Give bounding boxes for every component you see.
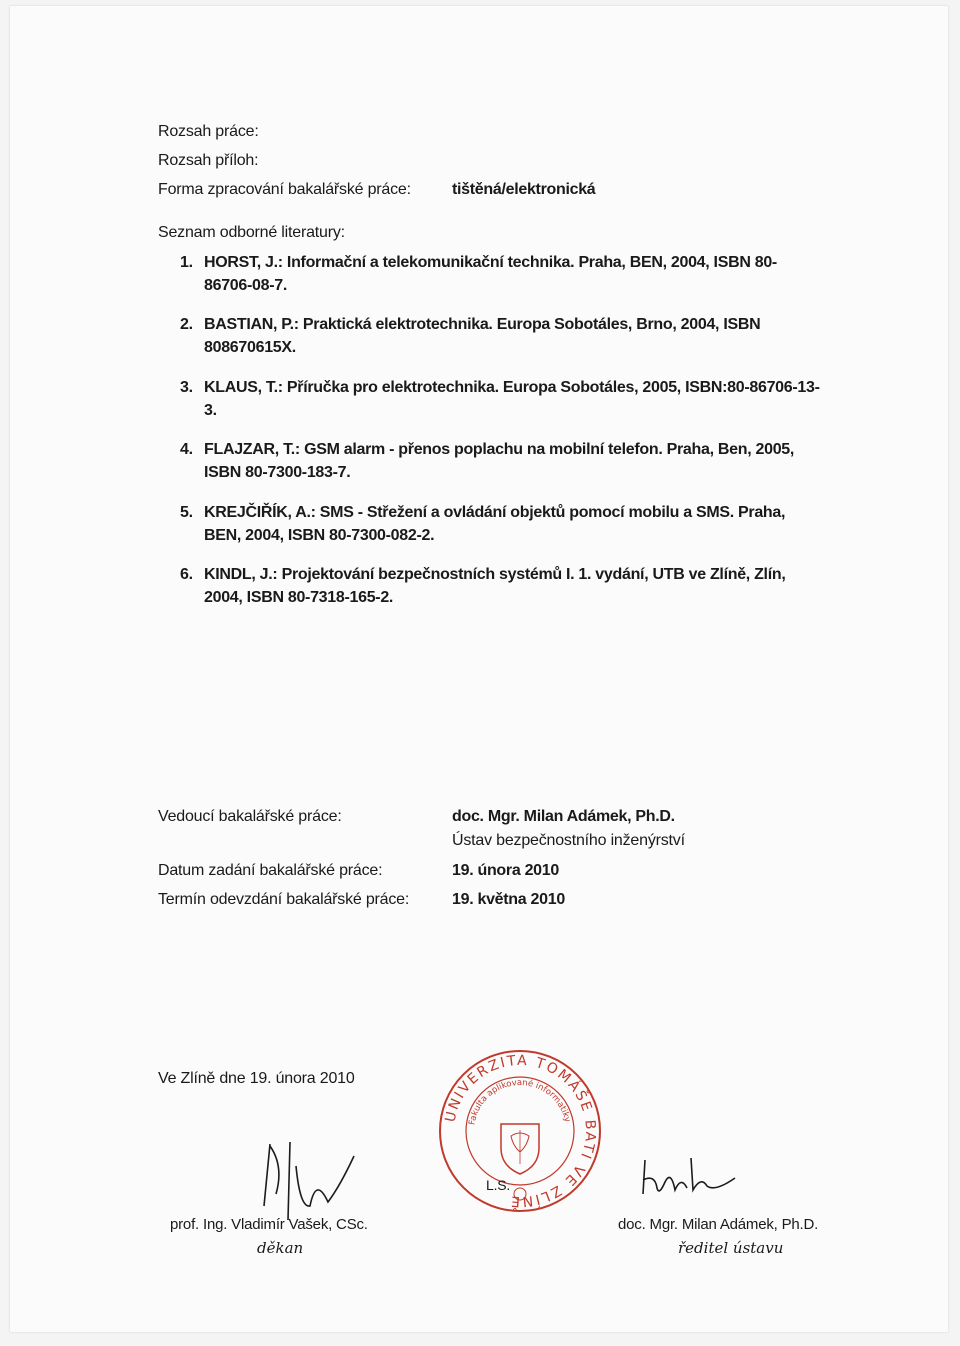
forma-label: Forma zpracování bakalářské práce: [158, 181, 411, 198]
document-page [10, 6, 948, 1332]
dean-signature [250, 1136, 370, 1226]
literature-item-number: 1. [180, 254, 193, 271]
supervisor-institute: Ústav bezpečnostního inženýrství [452, 832, 685, 849]
literature-item-number: 5. [180, 504, 193, 521]
head-role: ředitel ústavu [678, 1239, 784, 1257]
forma-value: tištěná/elektronická [452, 181, 596, 198]
literature-item-text: KINDL, J.: Projektování bezpečnostních systémů I. 1. vydání, UTB ve Zlíně, Zlín, 2004, ISBN 80-7318-165-2. [204, 566, 786, 606]
university-stamp [435, 1046, 605, 1216]
supervisor-name: doc. Mgr. Milan Adámek, Ph.D. [452, 808, 675, 825]
literature-heading: Seznam odborné literatury: [158, 224, 345, 241]
head-signature [635, 1146, 745, 1206]
literature-item-text: BASTIAN, P.: Praktická elektrotechnika. Europa Sobotáles, Brno, 2004, ISBN 808670615X. [204, 316, 761, 356]
place-date: Ve Zlíně dne 19. února 2010 [158, 1070, 355, 1087]
assigned-date-value: 19. února 2010 [452, 862, 559, 879]
deadline-label: Termín odevzdání bakalářské práce: [158, 891, 410, 908]
literature-item-text: KLAUS, T.: Příručka pro elektrotechnika. Europa Sobotáles, 2005, ISBN:80-86706-13-3. [204, 379, 820, 419]
stamp-text: UNIVERZITA TOMÁŠE BATI VE ZLÍNĚ [442, 1052, 599, 1210]
rozsah-priloh-label: Rozsah příloh: [158, 152, 259, 169]
literature-item-text: KREJČIŘÍK, A.: SMS - Střežení a ovládání objektů pomocí mobilu a SMS. Praha, BEN, 2004, ISBN 80-7300-082-2. [204, 504, 786, 544]
assigned-date-label: Datum zadání bakalářské práce: [158, 862, 383, 879]
stamp-inner-text: Fakulta aplikované informatiky [467, 1077, 573, 1126]
svg-text:Fakulta aplikované informatiky [467, 1078, 572, 1126]
literature-item-number: 2. [180, 316, 193, 333]
literature-item-number: 4. [180, 441, 193, 458]
supervisor-label: Vedoucí bakalářské práce: [158, 808, 342, 825]
literature-item-text: HORST, J.: Informační a telekomunikační technika. Praha, BEN, 2004, ISBN 80-86706-08-7. [204, 254, 777, 294]
literature-item-number: 6. [180, 566, 193, 583]
deadline-value: 19. května 2010 [452, 891, 565, 908]
literature-item-text: FLAJZAR, T.: GSM alarm - přenos poplachu na mobilní telefon. Praha, Ben, 2005, ISBN 80-7300-183-7. [204, 441, 795, 481]
rozsah-prace-label: Rozsah práce: [158, 123, 259, 140]
head-name: doc. Mgr. Milan Adámek, Ph.D. [618, 1216, 819, 1233]
seal-label: L.S. [486, 1177, 511, 1193]
dean-name: prof. Ing. Vladimír Vašek, CSc. [170, 1216, 368, 1233]
dean-role: děkan [257, 1239, 304, 1257]
literature-item-number: 3. [180, 379, 193, 396]
